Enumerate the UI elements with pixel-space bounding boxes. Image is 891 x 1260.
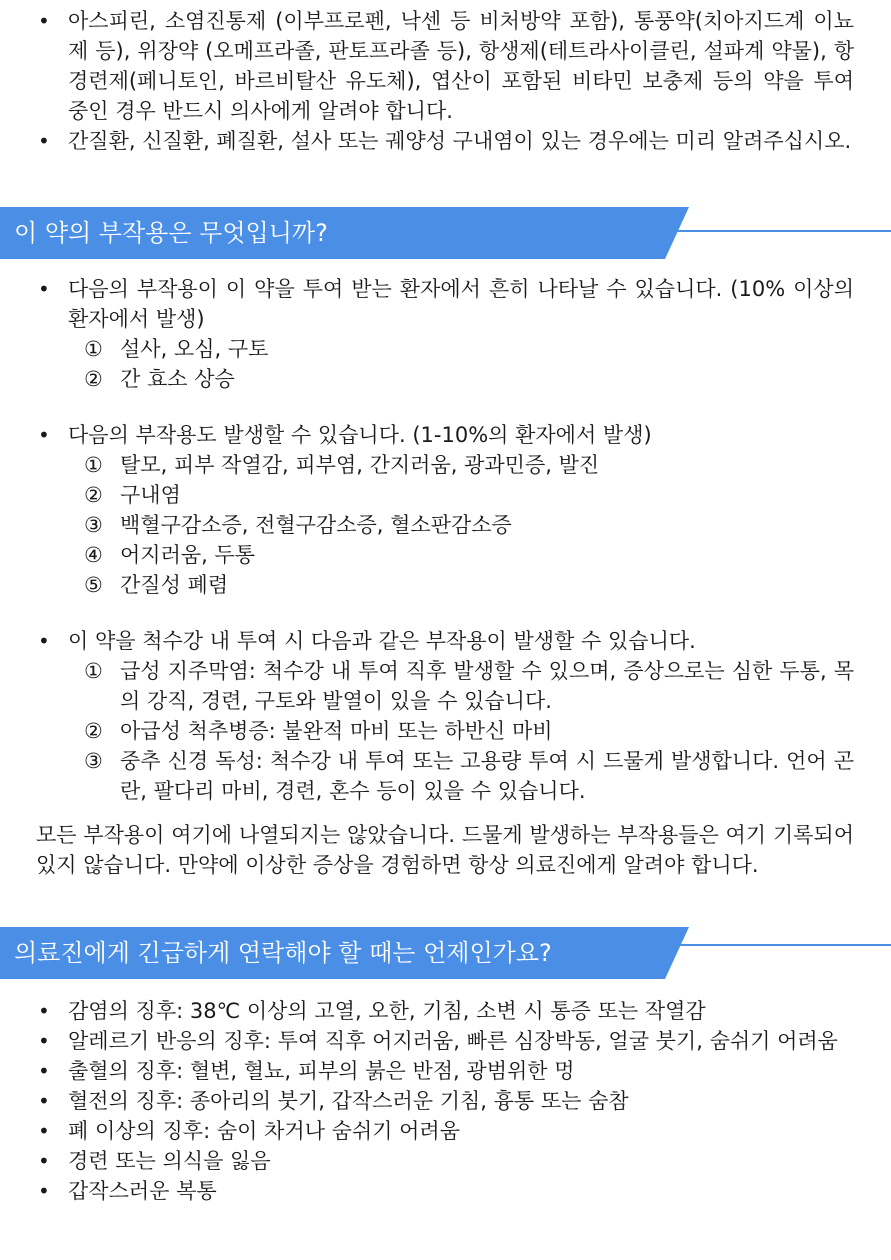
sub-item — [68, 540, 854, 570]
sub-item-text: 설사, 오심, 구토 — [120, 337, 269, 361]
sub-item-number: ① — [84, 453, 103, 477]
sub-item-number: ③ — [84, 749, 103, 773]
sub-item — [68, 570, 854, 600]
sub-item-number: ① — [84, 337, 103, 361]
sub-item-number: ⑤ — [84, 573, 103, 597]
intro-bullet: • 간질환, 신질환, 폐질환, 설사 또는 궤양성 구내염이 있는 경우에는 미리 알려주십시오. — [36, 126, 854, 156]
sub-item-text: 구내염 — [120, 483, 181, 507]
sub-item-text: 간질성 폐렴 — [120, 573, 229, 597]
sub-item-text: 어지러움, 두통 — [120, 543, 256, 567]
intro-bullet: • 아스피린, 소염진통제 (이부프로펜, 낙센 등 비처방약 포함), 통풍약(치아지드계 이뇨제 등), 위장약 (오메프라졸, 판토프라졸 등), 항생제(테트라사이클린, 설파계 약물), 항경련제(페니토인, 바르비탈산 유도체), 엽산이 포함된 비타민 보충제 등의 약을 투여 중인 경우 반드시 의사에게 알려야 합니다. — [36, 6, 854, 126]
sub-item — [68, 656, 854, 716]
emergency-item: • 혈전의 징후: 종아리의 붓기, 갑작스러운 기침, 흉통 또는 숨참 — [36, 1086, 854, 1116]
side-effects-note — [36, 820, 854, 880]
section-header-emergency — [0, 927, 891, 979]
sub-item — [68, 746, 854, 806]
sub-item-number: ② — [84, 367, 103, 391]
sub-item-text: 아급성 척추병증: 불완적 마비 또는 하반신 마비 — [120, 719, 553, 743]
sub-item — [68, 480, 854, 510]
sub-item-number: ④ — [84, 543, 103, 567]
sub-item-number: ② — [84, 483, 103, 507]
emergency-item: • 출혈의 징후: 혈변, 혈뇨, 피부의 붉은 반점, 광범위한 멍 — [36, 1056, 854, 1086]
group-text: 이 약을 척수강 내 투여 시 다음과 같은 부작용이 발생할 수 있습니다. — [68, 629, 696, 653]
emergency-item: • 갑작스러운 복통 — [36, 1176, 854, 1206]
side-effect-group — [36, 420, 854, 600]
side-effects-list — [36, 274, 854, 806]
side-effect-group — [36, 626, 854, 806]
emergency-item: • 알레르기 반응의 징후: 투여 직후 어지러움, 빠른 심장박동, 얼굴 붓기, 숨쉬기 어려움 — [36, 1026, 854, 1056]
emergency-list — [36, 996, 854, 1206]
sub-item-text: 중추 신경 독성: 척수강 내 투여 또는 고용량 투여 시 드물게 발생합니다. 언어 곤란, 팔다리 마비, 경련, 혼수 등이 있을 수 있습니다. — [120, 749, 854, 803]
intro-bullets — [36, 6, 854, 156]
sub-item — [68, 450, 854, 480]
sub-item — [68, 716, 854, 746]
sub-item-text: 탈모, 피부 작열감, 피부염, 간지러움, 광과민증, 발진 — [120, 453, 600, 477]
side-effect-group — [36, 274, 854, 394]
sub-item-text: 급성 지주막염: 척수강 내 투여 직후 발생할 수 있으며, 증상으로는 심한 두통, 목의 강직, 경련, 구토와 발열이 있을 수 있습니다. — [120, 659, 854, 713]
section-header-side-effects — [0, 207, 891, 259]
emergency-item: • 폐 이상의 징후: 숨이 차거나 숨쉬기 어려움 — [36, 1116, 854, 1146]
sub-item-number: ③ — [84, 513, 103, 537]
sub-item-text: 백혈구감소증, 전혈구감소증, 혈소판감소증 — [120, 513, 512, 537]
sub-item-number: ② — [84, 719, 103, 743]
emergency-item: • 감염의 징후: 38℃ 이상의 고열, 오한, 기침, 소변 시 통증 또는 작열감 — [36, 996, 854, 1026]
group-text: 다음의 부작용이 이 약을 투여 받는 환자에서 흔히 나타날 수 있습니다. (10% 이상의 환자에서 발생) — [68, 277, 854, 331]
sub-item — [68, 510, 854, 540]
sub-item — [68, 364, 854, 394]
sub-item — [68, 334, 854, 364]
group-text: 다음의 부작용도 발생할 수 있습니다. (1-10%의 환자에서 발생) — [68, 423, 652, 447]
section-title: 이 약의 부작용은 무엇입니까? — [14, 219, 328, 247]
note-paragraph: 모든 부작용이 여기에 나열되지는 않았습니다. 드물게 발생하는 부작용들은 여기 기록되어 있지 않습니다. 만약에 이상한 증상을 경험하면 항상 의료진에게 알려야 합니다. — [36, 823, 854, 877]
sub-item-number: ① — [84, 659, 103, 683]
emergency-item: • 경련 또는 의식을 잃음 — [36, 1146, 854, 1176]
sub-item-text: 간 효소 상승 — [120, 367, 235, 391]
section-title: 의료진에게 긴급하게 연락해야 할 때는 언제인가요? — [14, 939, 552, 967]
